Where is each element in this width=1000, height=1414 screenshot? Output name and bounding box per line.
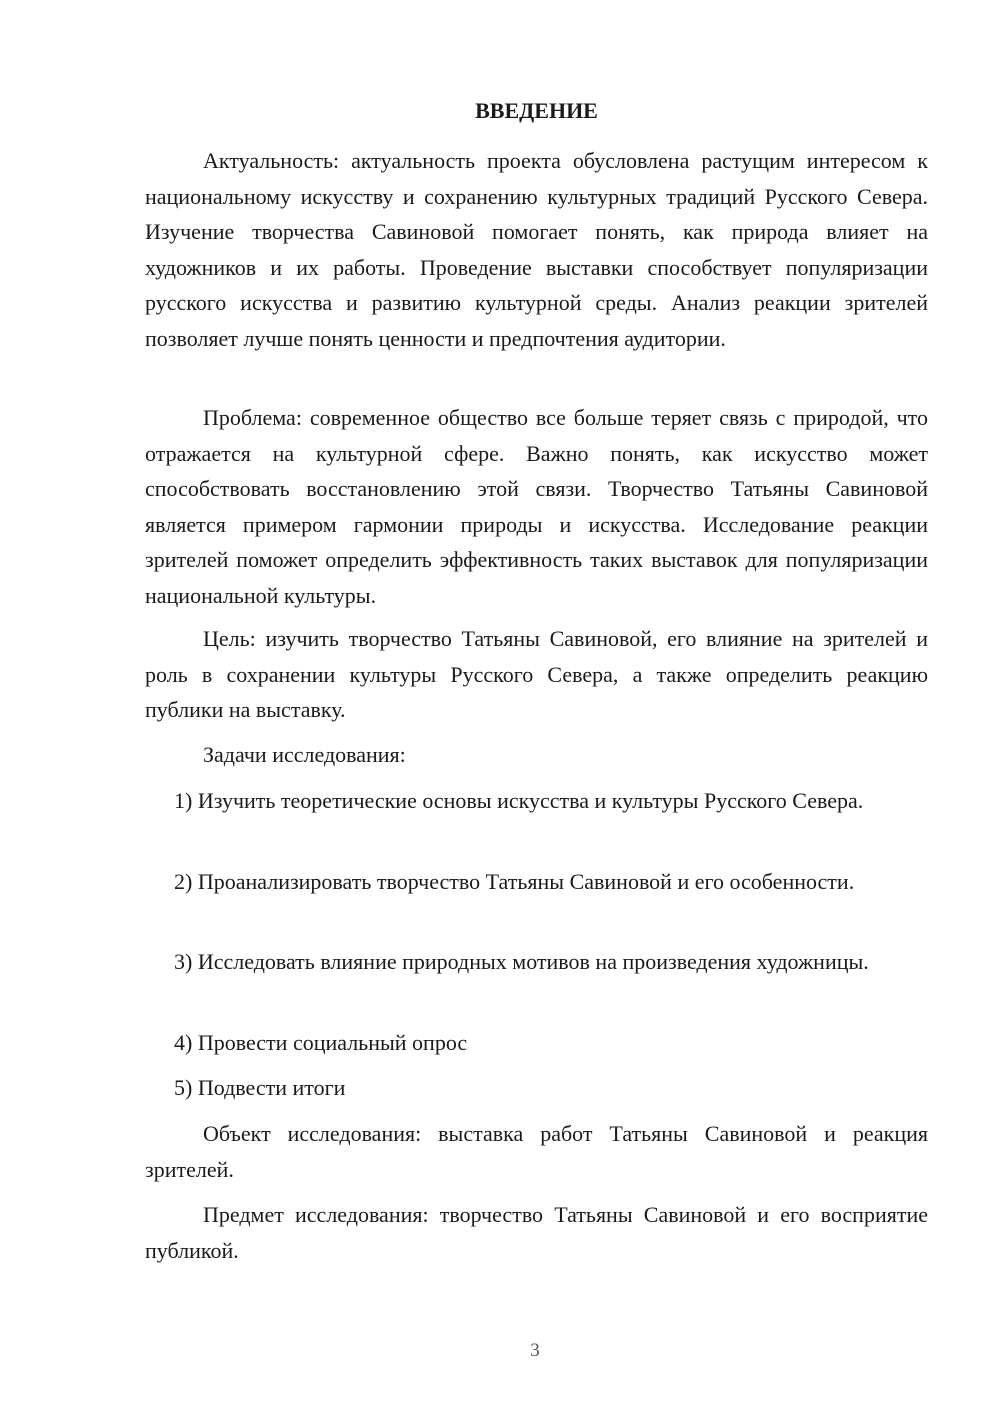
- paragraph-subject: Предмет исследования: творчество Татьяны Савиновой и его восприятие публикой.: [145, 1202, 928, 1263]
- task-item-4: 4) Провести социальный опрос: [174, 1030, 468, 1055]
- task-item-3: 3) Исследовать влияние природных мотивов на произведения художницы.: [174, 949, 869, 974]
- task-item-1: 1) Изучить теоретические основы искусства и культуры Русского Севера.: [174, 788, 864, 813]
- section-title: ВВЕДЕНИЕ: [475, 98, 598, 123]
- task-item-5: 5) Подвести итоги: [174, 1075, 346, 1100]
- task-item-2: 2) Проанализировать творчество Татьяны Савиновой и его особенности.: [174, 869, 855, 894]
- paragraph-relevance: Актуальность: актуальность проекта обусловлена растущим интересом к национальному искусству и сохранению культурных традиций Русского Севера. Изучение творчества Савиновой помогает понять, как природа влияет на художников и их работы. Проведение выставки способствует популяризации русского искусства и развитию культурной среды. Анализ реакции зрителей позволяет лучше понять ценности и предпочтения аудитории.: [145, 148, 928, 351]
- paragraph-tasks-heading: Задачи исследования:: [203, 742, 406, 767]
- paragraph-problem: Проблема: современное общество все больше теряет связь с природой, что отражается на культурной сфере. Важно понять, как искусство может способствовать восстановлению этой связи. Творчество Татьяны Савиновой является примером гармонии природы и искусства. Исследование реакции зрителей поможет определить эффективность таких выставок для популяризации национальной культуры.: [145, 405, 928, 608]
- page-number: 3: [530, 1340, 540, 1361]
- paragraph-object: Объект исследования: выставка работ Татьяны Савиновой и реакция зрителей.: [145, 1121, 928, 1182]
- paragraph-goal: Цель: изучить творчество Татьяны Савиновой, его влияние на зрителей и роль в сохранении культуры Русского Севера, а также определить реакцию публики на выставку.: [145, 626, 928, 722]
